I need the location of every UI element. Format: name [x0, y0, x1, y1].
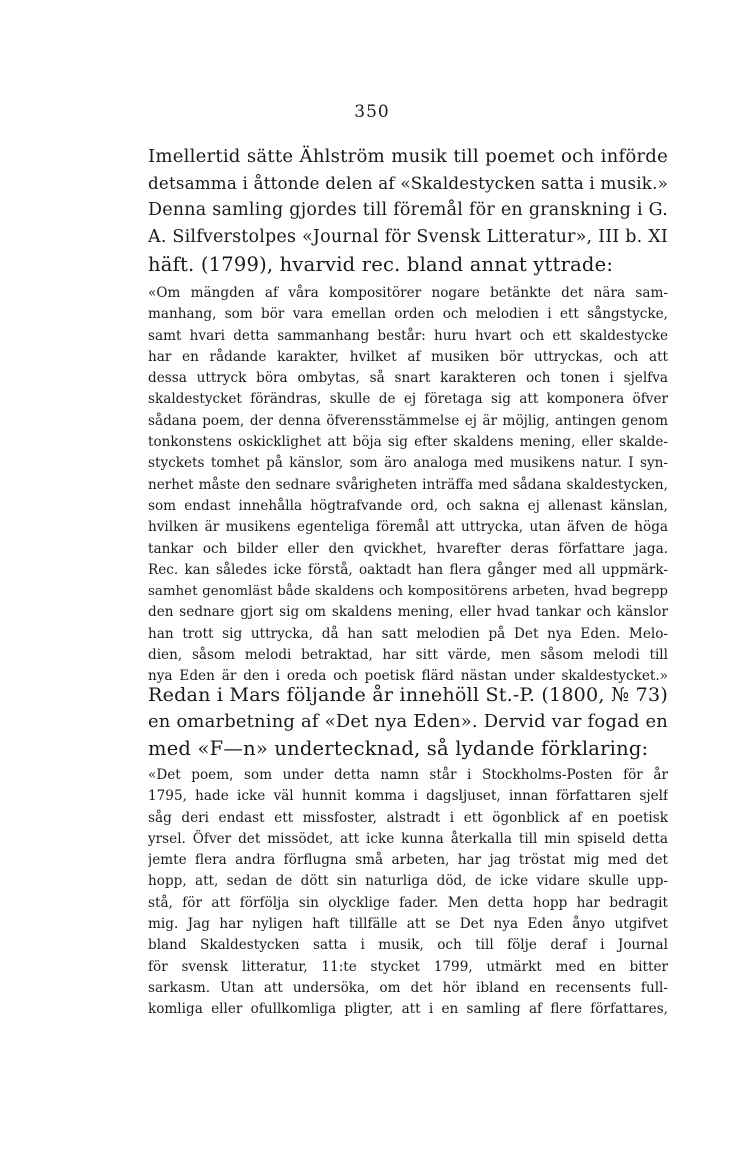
text-line: han trott sig uttrycka, då han satt melodien på Det nya Eden. Melo- [148, 625, 668, 642]
text-line: 1795, hade icke väl hunnit komma i dagsljuset, innan författaren sjelf [148, 788, 668, 805]
text-line: dessa uttryck böra ombytas, så snart karakteren och tonen i sjelfva [148, 370, 668, 387]
text-line: manhang, som bör vara emellan orden och melodien i ett sångstycke, [148, 306, 668, 323]
text-line: skaldestycket förändras, skulle de ej företaga sig att komponera öfver [148, 391, 668, 408]
text-line: detsamma i åttonde delen af «Skaldestycken satta i musik.» [148, 173, 668, 193]
page-number: 350 [354, 102, 390, 122]
text-line: Rec. kan således icke förstå, oaktadt han flera gånger med all uppmärk- [148, 561, 668, 578]
text-line: «Om mängden af våra kompositörer nogare betänkte det nära sam- [148, 285, 668, 301]
text-line: såg deri endast ett missfoster, alstradt i ett ögonblick af en poetisk [148, 809, 668, 826]
text-line: yrsel. Öfver det missödet, att icke kunna återkalla till min spiseld detta [148, 830, 668, 847]
text-line: som endast innehålla högtrafvande ord, och sakna ej allenast känslan, [148, 497, 668, 514]
text-line: tonkonstens oskicklighet att böja sig efter skaldens mening, eller skalde- [148, 434, 668, 451]
text-line: nerhet måste den sednare svårigheten inträffa med sådana skaldestycken, [148, 476, 668, 493]
text-line: A. Silfverstolpes «Journal för Svensk Litteratur», III b. XI [148, 227, 668, 247]
text-line: jemte flera andra förflugna små arbeten, har jag tröstat mig med det [148, 852, 668, 869]
text-line: bland Skaldestycken satta i musik, och till följe deraf i Journal [148, 937, 668, 954]
text-line: för svensk litteratur, 11:te stycket 1799, utmärkt med en bitter [148, 958, 668, 975]
text-line: mig. Jag har nyligen haft tillfälle att se Det nya Eden ånyo utgifvet [148, 916, 668, 933]
quote-review [148, 283, 668, 688]
text-line: tankar och bilder eller den qvickhet, hvarefter deras författare jaga. [148, 540, 668, 557]
text-line: nya Eden är den i oreda och poetisk flärd nästan under skaldestycket.» [148, 668, 668, 685]
text-line: med «F—n» undertecknad, så lydande förklaring: [148, 737, 649, 760]
text-line: styckets tomhet på känslor, som äro analoga med musikens natur. I syn- [148, 455, 668, 472]
text-line: dien, såsom melodi betraktad, har sitt värde, men såsom melodi till [148, 647, 668, 664]
text-line: hopp, att, sedan de dött sin naturliga död, de icke vidare skulle upp- [148, 873, 668, 890]
text-line: samhet genomläst både skaldens och kompositörens arbeten, hvad begrepp [148, 584, 668, 600]
text-line: komliga eller ofullkomliga pligter, att i en samling af flere författares, [148, 1001, 668, 1018]
text-line: häft. (1799), hvarvid rec. bland annat yttrade: [148, 253, 614, 276]
text-line: stå, för att förfölja sin olycklige fader. Men detta hopp har bedragit [148, 894, 668, 911]
text-line: samt hvari detta sammanhang består: huru hvart och ett skaldestycke [148, 327, 668, 344]
text-line: Denna samling gjordes till föremål för en granskning i G. [148, 200, 668, 220]
text-line: hvilken är musikens egenteliga föremål att uttrycka, utan äfven de höga [148, 519, 668, 536]
text-line: Imellertid sätte Ählström musik till poemet och införde [148, 146, 668, 167]
text-line: en omarbetning af «Det nya Eden». Dervid var fogad en [148, 711, 668, 732]
text-line: den sednare gjort sig om skaldens mening, eller hvad tankar och känslor [148, 604, 668, 621]
paragraph-second [148, 681, 668, 762]
text-line: har en rådande karakter, hvilket af musiken bör uttryckas, och att [148, 348, 668, 365]
quote-author [148, 765, 668, 1021]
text-line: sarkasm. Utan att undersöka, om det hör ibland en recensents full- [148, 979, 668, 996]
text-line: «Det poem, som under detta namn står i Stockholms-Posten för år [148, 767, 668, 783]
paragraph-intro [148, 143, 668, 278]
text-line: Redan i Mars följande år innehöll St.-P. (1800, № 73) [148, 683, 668, 706]
text-line: sådana poem, der denna öfverensstämmelse ej är möjlig, antingen genom [148, 412, 668, 429]
